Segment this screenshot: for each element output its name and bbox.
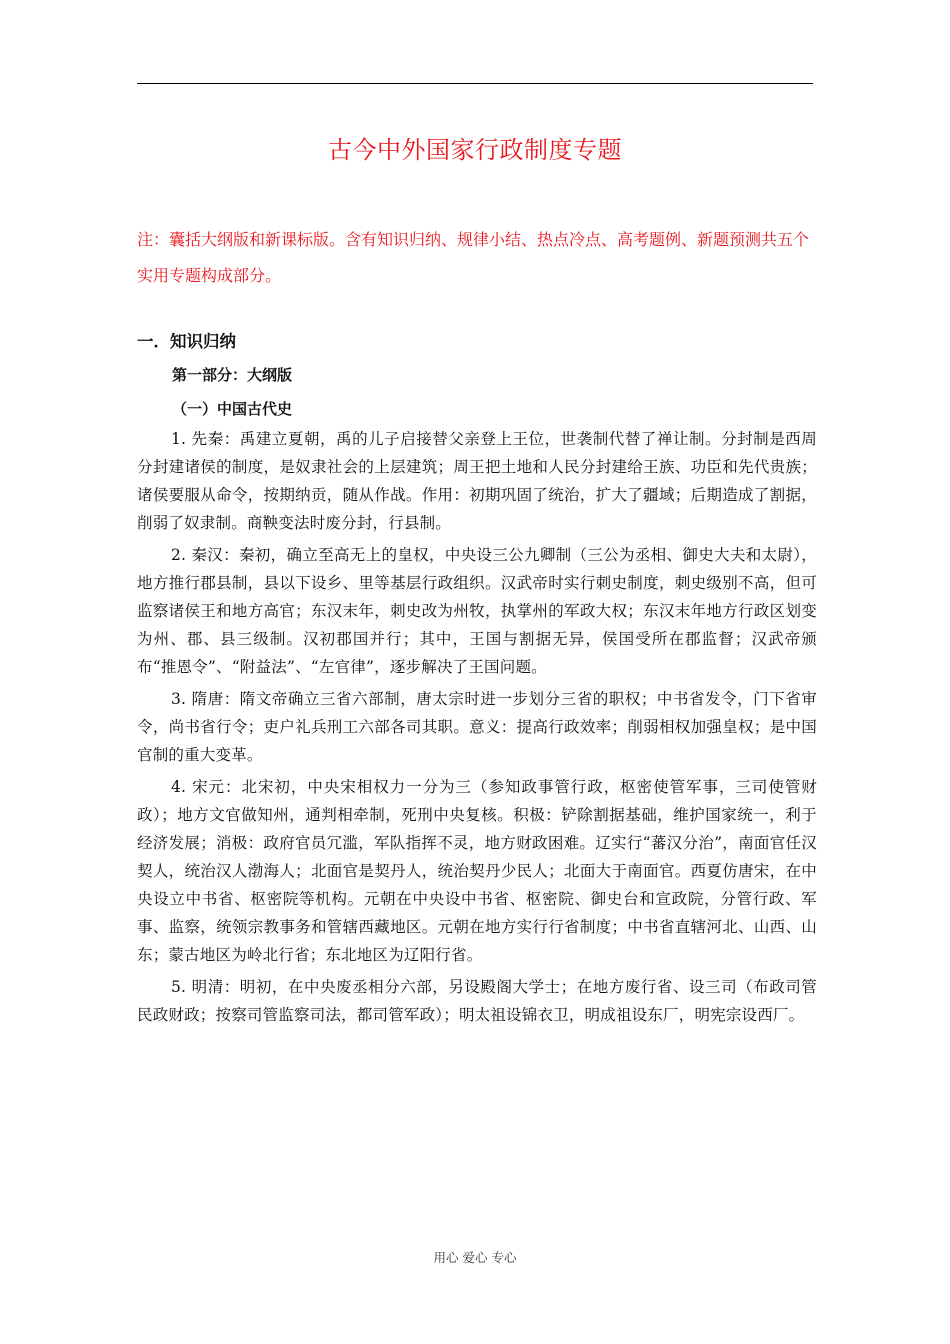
section-heading: 一．知识归纳 bbox=[137, 332, 236, 351]
part-heading: 第一部分：大纲版 bbox=[172, 366, 293, 384]
paragraph-qin-han: 2. 秦汉：秦初，确立至高无上的皇权，中央设三公九卿制（三公为丞相、御史大夫和太尉），地方推行郡县制，县以下设乡、里等基层行政组织。汉武帝时实行刺史制度，刺史级别不高，但可监察诸侯王和地方高官；东汉末年，刺史改为州牧，执掌州的军政大权；东汉末年地方行政区划变为州、郡、县三级制。汉初郡国并行；其中，王国与割据无异，侯国受所在郡监督；汉武帝颁布“推恩令”、“附益法”、“左官律”，逐步解决了王国问题。 bbox=[137, 546, 817, 676]
paragraph-sui-tang: 3. 隋唐：隋文帝确立三省六部制，唐太宗时进一步划分三省的职权；中书省发令，门下省审令，尚书省行令；吏户礼兵刑工六部各司其职。意义：提高行政效率；削弱相权加强皇权；是中国官制的重大变革。 bbox=[137, 690, 817, 764]
header-rule bbox=[137, 83, 813, 84]
paragraph-song-yuan: 4. 宋元：北宋初，中央宋相权力一分为三（参知政事管行政，枢密使管军事，三司使管财政）；地方文官做知州，通判相牵制，死刑中央复核。积极：铲除割据基础，维护国家统一，利于经济发展；消极：政府官员冗滥，军队指挥不灵，地方财政困难。辽实行“蕃汉分治”，南面官任汉契人，统治汉人渤海人；北面官是契丹人，统治契丹少民人；北面大于南面官。西夏仿唐宋，在中央设立中书省、枢密院等机构。元朝在中央设中书省、枢密院、御史台和宣政院，分管行政、军事、监察，统领宗教事务和管辖西藏地区。元朝在地方实行行省制度；中书省直辖河北、山西、山东；蒙古地区为岭北行省；东北地区为辽阳行省。 bbox=[137, 778, 817, 964]
paragraph-pre-qin: 1. 先秦：禹建立夏朝，禹的儿子启接替父亲登上王位，世袭制代替了禅让制。分封制是西周分封建诸侯的制度，是奴隶社会的上层建筑；周王把土地和人民分封建给王族、功臣和先代贵族；诸侯要服从命令，按期纳贡，随从作战。作用：初期巩固了统治，扩大了疆域；后期造成了割据，削弱了奴隶制。商鞅变法时废分封，行县制。 bbox=[137, 430, 817, 532]
document-title: 古今中外国家行政制度专题 bbox=[328, 136, 622, 164]
subsection-heading: （一）中国古代史 bbox=[172, 400, 293, 418]
editor-note: 注：囊括大纲版和新课标版。含有知识归纳、规律小结、热点冷点、高考题例、新题预测共五个实用专题构成部分。 bbox=[137, 230, 810, 285]
page-footer: 用心 爱心 专心 bbox=[433, 1250, 517, 1265]
body-text bbox=[137, 425, 817, 1033]
paragraph-ming-qing: 5. 明清：明初，在中央废丞相分六部，另设殿阁大学士；在地方废行省、设三司（布政司管民政财政；按察司管监察司法，都司管军政）；明太祖设锦衣卫，明成祖设东厂，明宪宗设西厂。 bbox=[137, 978, 817, 1024]
